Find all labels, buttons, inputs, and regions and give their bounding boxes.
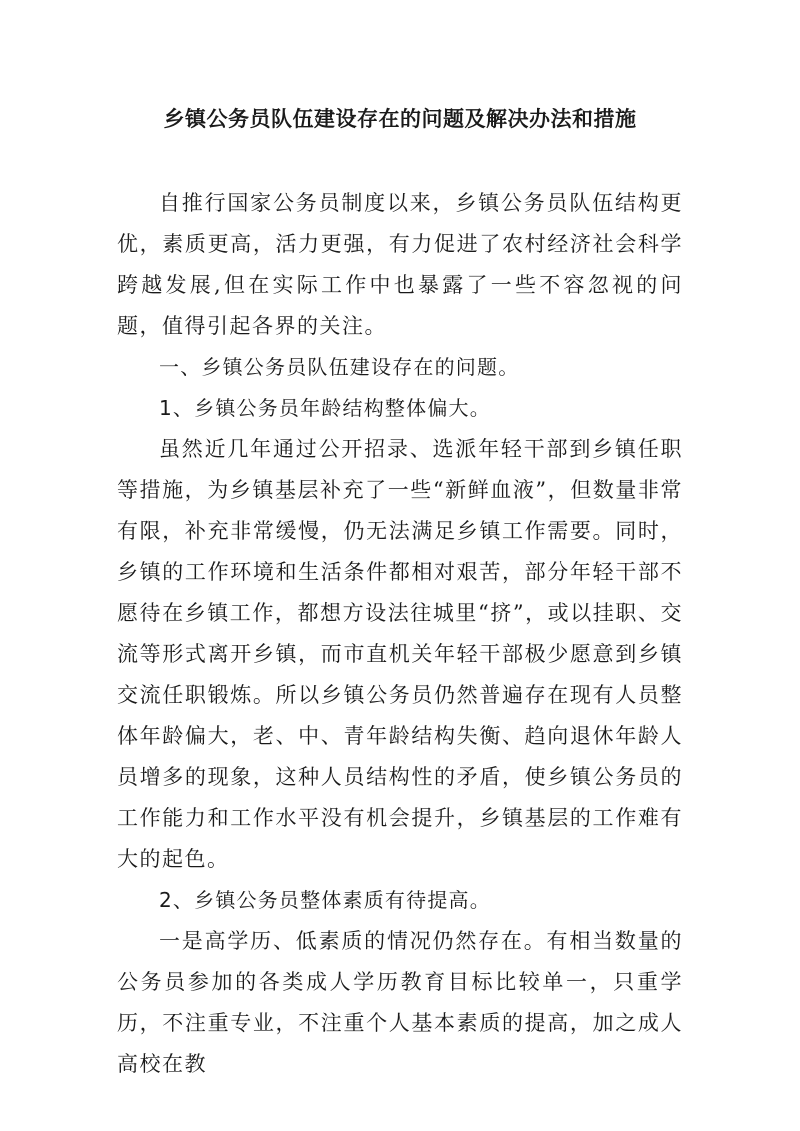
document-title: 乡镇公务员队伍建设存在的问题及解决办法和措施 [163,107,637,131]
subsection-2-heading: 2、乡镇公务员整体素质有待提高。 [159,888,491,912]
section-1-heading: 一、乡镇公务员队伍建设存在的问题。 [159,355,520,379]
document-body [117,183,683,1085]
subsection-2-paragraph: 一是高学历、低素质的情况仍然存在。有相当数量的公务员参加的各类成人学历教育目标比较单一，只重学历，不注重专业，不注重个人基本素质的提高，加之成人高校在教 [117,929,683,1076]
subsection-1-heading: 1、乡镇公务员年龄结构整体偏大。 [159,396,491,420]
subsection-1-paragraph: 虽然近几年通过公开招录、选派年轻干部到乡镇任职等措施，为乡镇基层补充了一些“新鲜血液”，但数量非常有限，补充非常缓慢，仍无法满足乡镇工作需要。同时，乡镇的工作环境和生活条件都相对艰苦，部分年轻干部不愿待在乡镇工作，都想方设法往城里“挤”，或以挂职、交流等形式离开乡镇，而市直机关年轻干部极少愿意到乡镇交流任职锻炼。所以乡镇公务员仍然普遍存在现有人员整体年龄偏大，老、中、青年龄结构失衡、趋向退休年龄人员增多的现象，这种人员结构性的矛盾，使乡镇公务员的工作能力和工作水平没有机会提升，乡镇基层的工作难有大的起色。 [117,437,683,871]
intro-paragraph: 自推行国家公务员制度以来，乡镇公务员队伍结构更优，素质更高，活力更强，有力促进了农村经济社会科学跨越发展,但在实际工作中也暴露了一些不容忽视的问题，值得引起各界的关注。 [117,191,683,338]
